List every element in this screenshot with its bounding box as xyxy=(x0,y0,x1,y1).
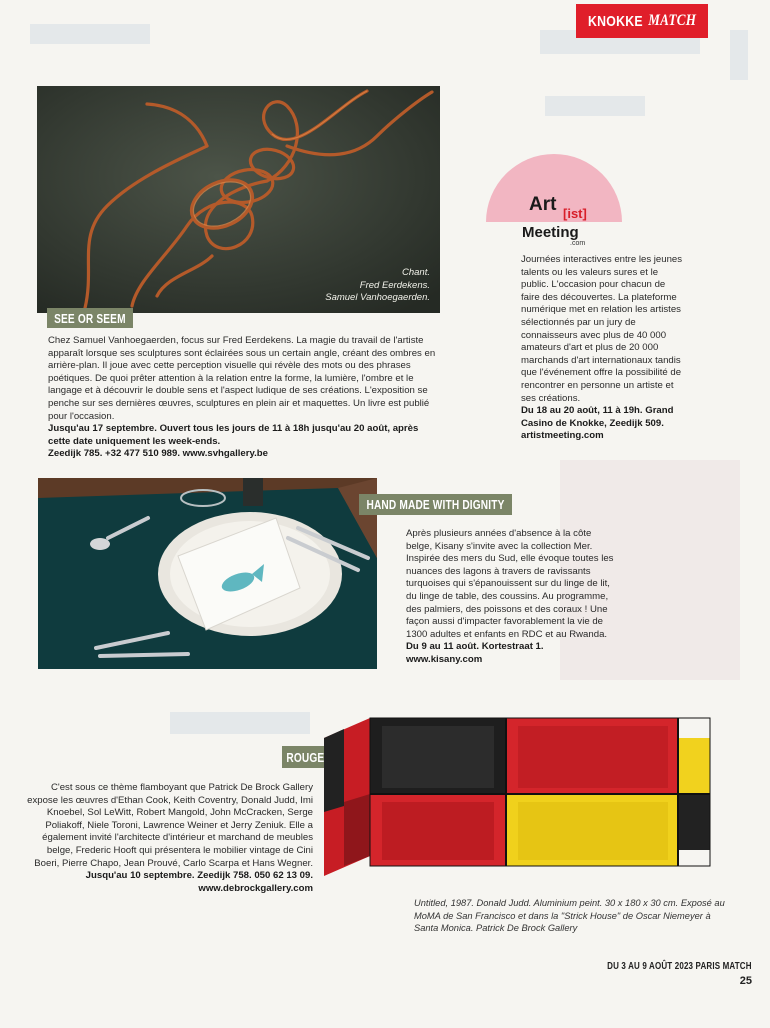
logo-com: .com xyxy=(570,240,586,247)
article-dates: Jusqu'au 10 septembre. Zeedijk 758. 050 62 13 09. xyxy=(85,870,313,882)
article-dates: Du 9 au 11 août. Kortestraat 1. xyxy=(406,641,544,653)
photo-caption-judd xyxy=(414,897,734,935)
caption-line: Fred Eerdekens. xyxy=(359,279,430,291)
article-info: Du 18 au 20 août, 11 à 19h. Grand Casino de Knokke, Zeedijk 509. xyxy=(521,405,674,429)
article-body: Chez Samuel Vanhoegaerden, focus sur Fred Eerdekens. La magie du travail de l'artiste apparaît lorsque ses sculptures sont éclairées sous un certain angle, créant des ombres en arrière-plan. Il joue avec cette perception visuelle qui révèle des mots ou des phrases poétiques. De quoi prêter attention à la relation entre la forme, la lumière, l'ombre et le langage et à découvrir le double sens et l'aspect ludique de ses créations. L'exposition se penche sur ses dernières œuvres, sculptures en plein air et maquettes. Un livre est publié pour l'occasion. xyxy=(48,335,436,422)
footer-issue-line xyxy=(571,961,752,972)
art-meeting-logo xyxy=(486,154,622,250)
article-art-meeting xyxy=(521,254,683,443)
article-body: C'est sous ce thème flamboyant que Patrick De Brock Gallery expose les œuvres d'Ethan Cook, Keith Coventry, Donald Judd, Imi Knoebel, Sol LeWitt, Robert Mangold, John McCracken, Serge Poliakoff, Niele Toroni, Lawrence Weiner et Jerry Zeniuk. Elle a également invité l'architecte d'intérieur et marchand de meubles belge, Frederic Hooft qui présentera le mobilier vintage de Cini Boeri, Pierre Chapo, Jean Prouvé, Carlo Scarpa et Hans Wegner. xyxy=(27,782,313,869)
article-dates: Jusqu'au 17 septembre. Ouvert tous les jours de 11 à 18h jusqu'au 20 août, après cette date uniquement les week-ends. xyxy=(48,423,419,447)
section-tag-knokke: KNOKKE xyxy=(588,12,644,30)
caption-line: Samuel Vanhoegaerden. xyxy=(325,292,430,303)
article-see-or-seem xyxy=(48,335,443,461)
photo-caption-chant xyxy=(255,267,430,305)
headline-hand-made-with-dignity xyxy=(359,494,512,515)
headline-text: SEE OR SEEM xyxy=(54,310,126,326)
article-url: artistmeeting.com xyxy=(521,430,604,442)
article-body: Journées interactives entre les jeunes talents ou les valeurs sures et le public. L'occasion pour chacun de faire des découvertes. La plateforme numérique met en relation les artistes sélectionnés par un jury de connaisseurs avec plus de 40 000 amateurs d'art et plus de 20 000 marchands d'art internationaux tandis que l'événement offre la possibilité de rencontrer en personne un artiste et ses créations. xyxy=(521,254,683,404)
article-url: www.kisany.com xyxy=(406,653,483,665)
page-number: 25 xyxy=(739,975,752,987)
show-through-block xyxy=(30,24,150,44)
article-hand-made xyxy=(406,528,618,667)
article-url: www.debrockgallery.com xyxy=(198,882,313,894)
article-address: Zeedijk 785. +32 477 510 989. www.svhgallery.be xyxy=(48,448,268,460)
caption-text: Untitled, 1987. Donald Judd. Aluminium peint. 30 x 180 x 30 cm. Exposé au MoMA de San Francisco et dans la "Strick House" de Oscar Niemeyer à Santa Monica. Patrick De Brock Gallery xyxy=(414,898,725,934)
headline-text: ROUGE xyxy=(286,749,324,765)
article-rouge xyxy=(20,782,313,895)
article-body: Après plusieurs années d'absence à la côte belge, Kisany s'invite avec la collection Mer. Inspirée des mers du Sud, elle évoque toutes les nuances des lagons à travers de ravissants turquoises qui s'épanouissent sur du linge de lit, du linge de table, des coussins. Au programme, des palmiers, des poissons et des coraux ! Une façon aussi d'impacter favorablement la vie de 1300 adultes et enfants en RDC et au Rwanda. xyxy=(406,528,614,640)
show-through-block xyxy=(730,30,748,80)
photo-donald-judd-sculpture xyxy=(320,716,712,876)
logo-art: Art xyxy=(529,194,557,215)
headline-text: HAND MADE WITH DIGNITY xyxy=(366,497,505,512)
show-through-block xyxy=(545,96,645,116)
caption-line: Chant. xyxy=(402,267,430,278)
section-tag-match: MATCH xyxy=(648,12,697,29)
footer-issue-text: DU 3 AU 9 AOÛT 2023 PARIS MATCH xyxy=(607,961,752,972)
photo-kisany-table-setting xyxy=(38,478,377,669)
show-through-block xyxy=(170,712,310,734)
logo-meeting: Meeting xyxy=(522,224,579,241)
logo-ist: [ist] xyxy=(563,206,587,221)
section-tag-knokke-match xyxy=(576,4,708,38)
headline-see-or-seem xyxy=(47,308,133,328)
